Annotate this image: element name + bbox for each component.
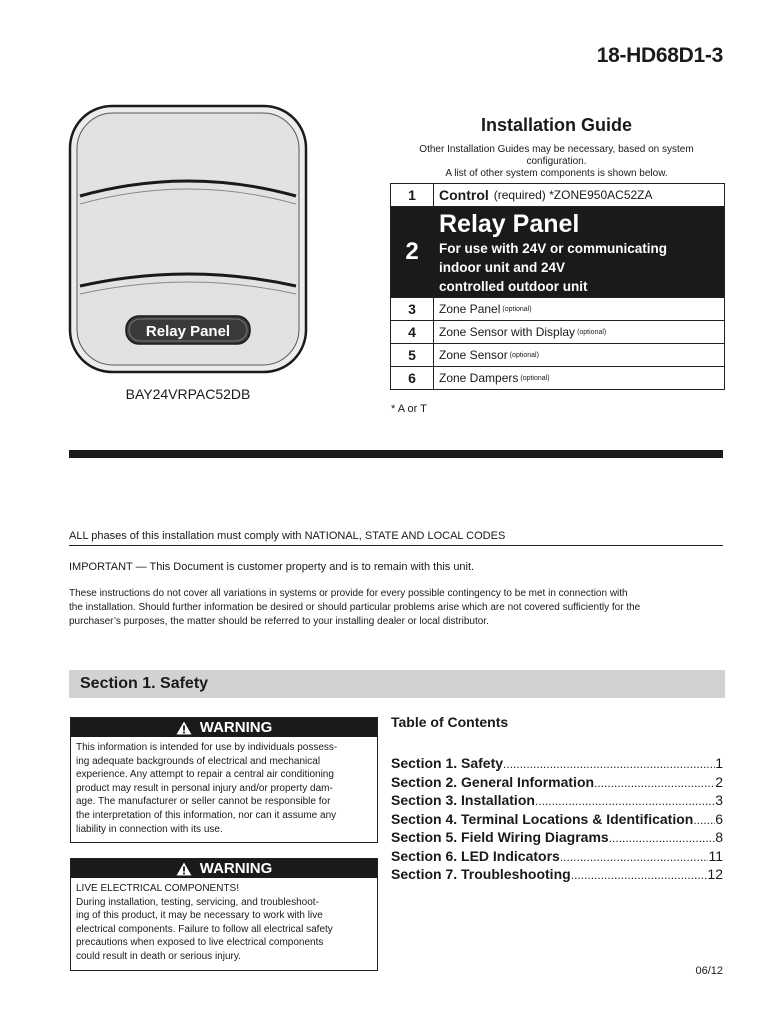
component-number: 2 — [391, 207, 434, 297]
warning-line: electrical components. Failure to follow all electrical safety — [76, 923, 333, 935]
component-name: Control — [439, 187, 489, 203]
component-name: Zone Sensor — [439, 348, 508, 362]
guide-note-line: Other Installation Guides may be necessary, based on system configuration. — [419, 144, 694, 167]
component-row-zone-sensor — [391, 343, 724, 366]
component-name: Zone Sensor with Display — [439, 325, 576, 339]
toc-entry[interactable] — [391, 866, 723, 885]
component-number: 3 — [391, 298, 434, 320]
toc-leader-dots — [503, 757, 715, 771]
toc-entry[interactable] — [391, 829, 723, 848]
component-detail: (required) *ZONE950AC52ZA — [493, 188, 653, 202]
warning-triangle-icon — [176, 721, 192, 735]
guide-note-line: A list of other system components is shown below. — [445, 168, 668, 179]
component-row-zone-panel — [391, 297, 724, 320]
warning-line: could result in death or serious injury. — [76, 950, 241, 962]
component-number: 4 — [391, 321, 434, 343]
toc-leader-dots — [609, 831, 716, 845]
component-row-relay-panel — [391, 206, 724, 297]
toc-entry[interactable] — [391, 848, 723, 867]
warning-line: ing of this product, it may be necessary to work with live — [76, 910, 323, 922]
section-header — [69, 670, 725, 698]
codes-notice: ALL phases of this installation must comply with NATIONAL, STATE AND LOCAL CODES — [69, 530, 723, 546]
toc-entry-label: Section 7. Troubleshooting — [391, 866, 571, 882]
toc-leader-dots — [594, 776, 715, 790]
warning-line: LIVE ELECTRICAL COMPONENTS! — [76, 883, 239, 894]
disclaimer-line: These instructions do not cover all variations in systems or provide for every possible contingency to be met in connection with — [69, 588, 628, 599]
footnote: * A or T — [391, 403, 427, 415]
table-of-contents — [391, 755, 723, 885]
toc-entry-label: Section 6. LED Indicators — [391, 847, 560, 864]
warning-line: ing adequate backgrounds of electrical and mechanical — [76, 755, 321, 767]
publication-date: 06/12 — [695, 965, 723, 977]
toc-entry[interactable] — [391, 755, 723, 774]
toc-entry-page: 2 — [715, 773, 723, 790]
relay-panel-description-line: controlled outdoor unit — [439, 279, 588, 294]
warning-line: liability in connection with its use. — [76, 823, 223, 835]
toc-entry[interactable] — [391, 811, 723, 830]
warning-text — [71, 878, 377, 970]
disclaimer — [69, 587, 723, 629]
toc-entry-label: Section 3. Installation — [391, 792, 535, 808]
toc-entry-label: Section 2. General Information — [391, 773, 595, 790]
component-row-control — [391, 184, 724, 206]
component-row-zone-sensor-display — [391, 320, 724, 343]
section-title: Section 1. Safety — [80, 675, 209, 692]
warning-label: WARNING — [199, 719, 273, 736]
toc-leader-dots — [571, 868, 708, 882]
relay-panel-description-line: indoor unit and 24V — [439, 260, 566, 275]
toc-entry-page: 3 — [715, 792, 723, 808]
toc-leader-dots — [693, 813, 715, 827]
component-number: 1 — [391, 184, 434, 206]
toc-entry[interactable] — [391, 792, 723, 811]
warning-triangle-icon — [176, 862, 192, 876]
divider-bar — [69, 450, 723, 458]
toc-entry-label: Section 1. Safety — [391, 755, 504, 771]
guide-note — [390, 144, 723, 180]
toc-entry[interactable] — [391, 774, 723, 793]
relay-panel-heading: Relay Panel — [439, 210, 580, 238]
warning-line: age. The manufacturer or seller cannot be responsible for — [76, 796, 331, 808]
toc-entry-label: Section 4. Terminal Locations & Identification — [391, 810, 694, 827]
component-name: Zone Dampers — [439, 371, 519, 385]
warning-line: This information is intended for use by individuals possess- — [76, 742, 338, 753]
warning-line: During installation, testing, servicing, and troubleshoot- — [76, 896, 319, 908]
toc-entry-label: Section 5. Field Wiring Diagrams — [391, 829, 609, 845]
disclaimer-line: the installation. Should further information be desired or should particular problems arise which are not covered sufficiently for the — [69, 602, 641, 613]
relay-panel-description-line: For use with 24V or communicating — [439, 241, 668, 256]
toc-entry-page: 12 — [707, 866, 723, 882]
optional-tag: (optional) — [520, 374, 550, 382]
device-badge-label: Relay Panel — [145, 323, 231, 340]
warning-label: WARNING — [199, 860, 273, 877]
warning-header — [71, 718, 377, 737]
optional-tag: (optional) — [577, 328, 607, 336]
toc-title: Table of Contents — [391, 714, 509, 730]
system-components-table — [390, 183, 725, 390]
warning-line: the interpretation of this information, nor can it assume any — [76, 809, 337, 821]
warning-header — [71, 859, 377, 878]
component-row-zone-dampers — [391, 366, 724, 389]
optional-tag: (optional) — [502, 305, 532, 313]
important-notice: IMPORTANT — This Document is customer property and is to remain with this unit. — [69, 561, 475, 573]
warning-box-live-electrical — [70, 858, 378, 971]
toc-entry-page: 11 — [708, 847, 723, 864]
warning-line: product may result in personal injury and/or property dam- — [76, 782, 333, 794]
guide-title: Installation Guide — [480, 115, 632, 135]
warning-text — [71, 737, 377, 842]
toc-entry-page: 8 — [715, 829, 723, 845]
document-number: 18-HD68D1-3 — [596, 44, 723, 67]
toc-leader-dots — [560, 850, 709, 864]
component-number: 6 — [391, 367, 434, 389]
relay-panel-device-illustration — [68, 104, 308, 374]
component-name: Zone Panel — [439, 302, 501, 316]
warning-line: experience. Any attempt to repair a central air conditioning — [76, 769, 334, 781]
warning-line: precautions when exposed to live electrical components — [76, 937, 324, 949]
toc-entry-page: 1 — [715, 755, 723, 771]
toc-entry-page: 6 — [715, 810, 723, 827]
optional-tag: (optional) — [509, 351, 539, 359]
component-number: 5 — [391, 344, 434, 366]
toc-leader-dots — [535, 794, 715, 808]
device-model-number: BAY24VRPAC52DB — [125, 386, 251, 402]
disclaimer-line: purchaser’s purposes, the matter should be referred to your installing dealer or local distributor. — [69, 616, 489, 627]
warning-box-qualified-personnel — [70, 717, 378, 843]
